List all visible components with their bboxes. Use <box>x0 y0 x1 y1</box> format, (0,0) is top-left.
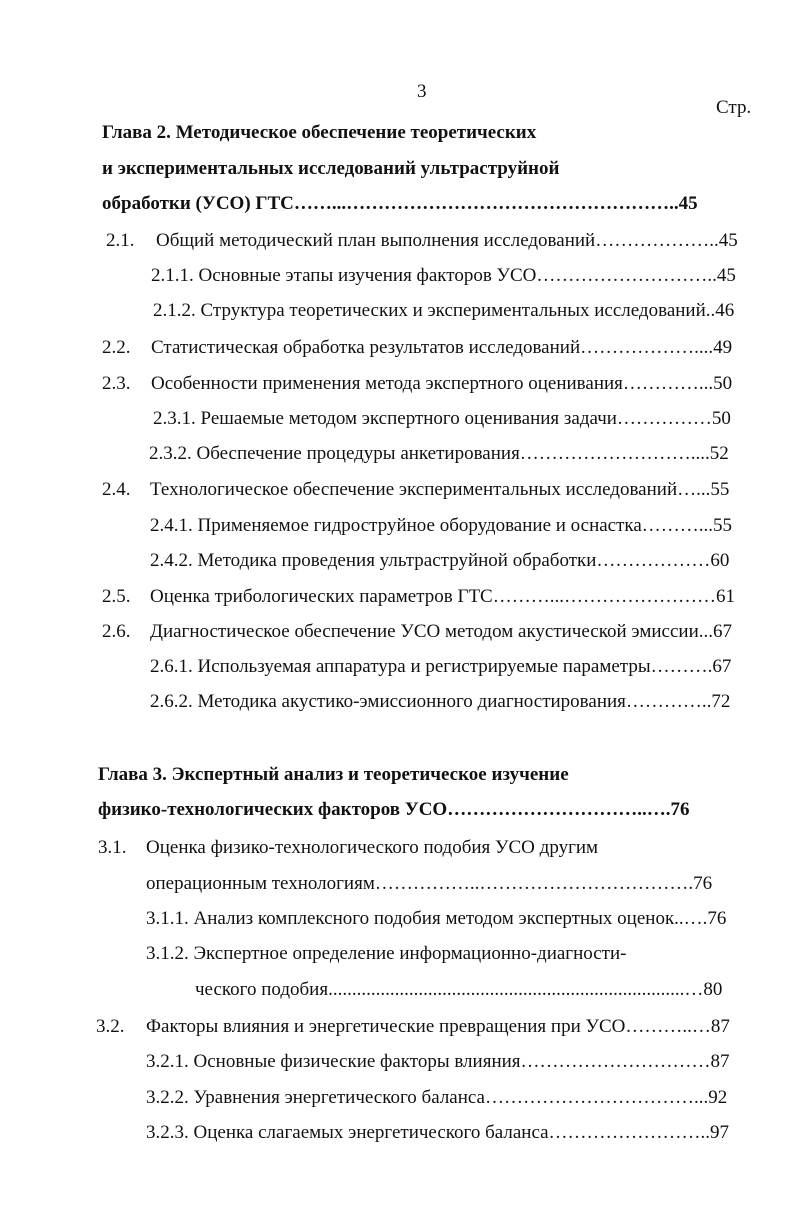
toc-entry-text: 2.6.2. Методика акустико-эмиссионного диагностирования…………..72 <box>150 691 731 712</box>
toc-entry-text: Статистическая обработка результатов исследований………………....49 <box>151 337 733 358</box>
toc-entry-text: Диагностическое обеспечение УСО методом акустической эмиссии...67 <box>150 621 733 642</box>
toc-entry-text: 3.1.1. Анализ комплексного подобия методом экспертных оценок..….76 <box>146 908 727 929</box>
toc-entry-text: Оценка физико-технологического подобия УСО другим <box>146 837 599 858</box>
toc-entry-number: 2.2. <box>102 337 131 358</box>
toc-entry-number: 2.4. <box>102 479 131 500</box>
toc-entry-text: Технологическое обеспечение экспериментальных исследований…...55 <box>150 479 730 500</box>
toc-entry-text: 2.3.2. Обеспечение процедуры анкетирования………………………....52 <box>149 443 729 464</box>
toc-entry-text: операционным технологиям……………..…………………………….76 <box>146 873 713 894</box>
toc-entry-text: 2.4.2. Методика проведения ультраструйной обработки………………60 <box>150 550 730 571</box>
toc-entry-text: 2.4.1. Применяемое гидроструйное оборудование и оснастка………...55 <box>150 515 733 536</box>
toc-entry-text: 2.1.2. Структура теоретических и экспериментальных исследований..46 <box>153 300 735 321</box>
toc-entry-number: 2.3. <box>102 373 131 394</box>
toc-entry-number: 2.1. <box>106 230 135 251</box>
toc-entry-text: 2.3.1. Решаемые методом экспертного оценивания задачи……………50 <box>153 408 731 429</box>
toc-entry-text: 2.6.1. Используемая аппаратура и регистрируемые параметры……….67 <box>150 656 732 677</box>
toc-entry-text: 3.2.1. Основные физические факторы влияния…………………………87 <box>146 1051 730 1072</box>
page-number: 3 <box>417 81 427 102</box>
toc-entry-text: Оценка трибологических параметров ГТС………...……………………61 <box>150 586 735 607</box>
toc-entry-text: ческого подобия...........................................................................…80 <box>195 979 723 1000</box>
chapter-2-heading-line-1: Глава 2. Методическое обеспечение теоретических <box>102 122 537 143</box>
toc-entry-number: 2.5. <box>102 586 131 607</box>
toc-entry-number: 2.6. <box>102 621 131 642</box>
toc-entry-text: Особенности применения метода экспертного оценивания…………...50 <box>151 373 733 394</box>
toc-entry-text: Общий методический план выполнения исследований………………..45 <box>156 230 738 251</box>
toc-entry-number: 3.1. <box>98 837 127 858</box>
chapter-2-heading-line-3: обработки (УСО) ГТС……...……………………………………………..45 <box>102 193 698 214</box>
chapter-3-heading-line-1: Глава 3. Экспертный анализ и теоретическое изучение <box>98 764 569 785</box>
toc-entry-text: Факторы влияния и энергетические превращения при УСО………..…87 <box>146 1016 730 1037</box>
page-column-label: Стр. <box>716 97 752 118</box>
toc-entry-text: 2.1.1. Основные этапы изучения факторов УСО………………………..45 <box>151 265 736 286</box>
toc-entry-text: 3.1.2. Экспертное определение информационно-диагности- <box>146 943 627 964</box>
toc-entry-text: 3.2.3. Оценка слагаемых энергетического баланса……………………..97 <box>146 1122 730 1143</box>
toc-entry-number: 3.2. <box>96 1016 125 1037</box>
chapter-3-heading-line-2: физико-технологических факторов УСО…………………………..….76 <box>98 799 690 820</box>
chapter-2-heading-line-2: и экспериментальных исследований ультраструйной <box>102 158 560 179</box>
toc-entry-text: 3.2.2. Уравнения энергетического баланса……………………………...92 <box>146 1087 728 1108</box>
